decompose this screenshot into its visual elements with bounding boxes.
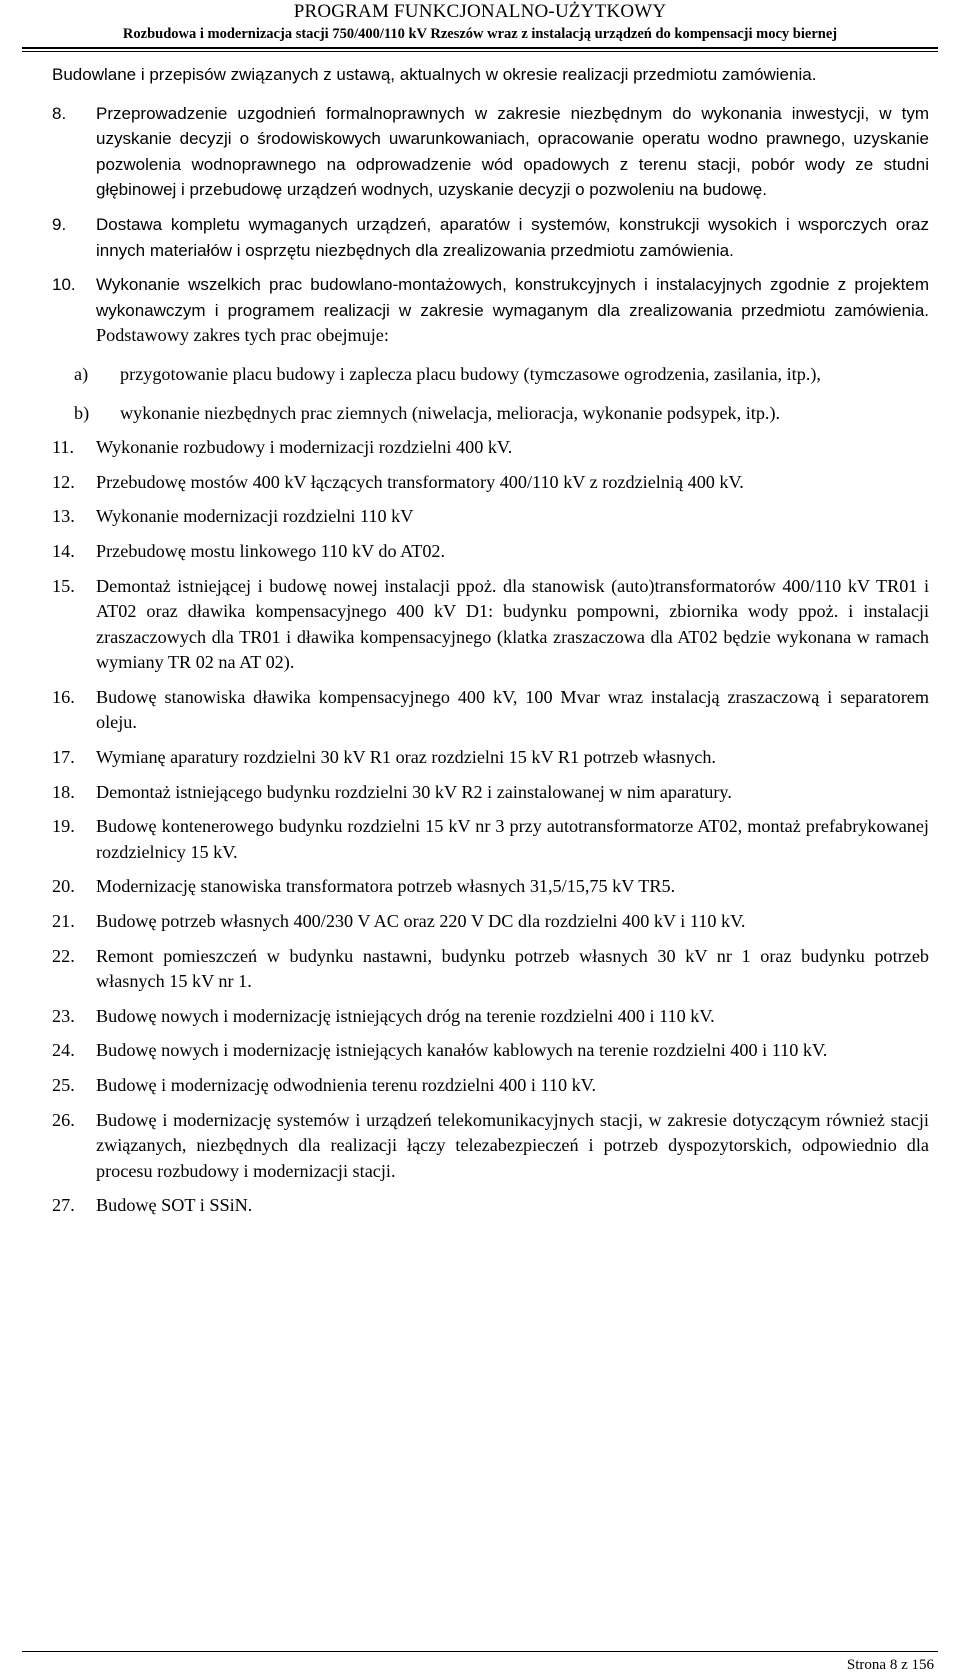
list-item-text: Budowę stanowiska dławika kompensacyjnego 400 kV, 100 Mvar wraz instalacją zraszaczową i separatorem oleju. [96,686,929,733]
list-item-text: Dostawa kompletu wymaganych urządzeń, aparatów i systemów, konstrukcji wysokich i wsporczych oraz innych materiałów i osprzętu niezbędnych dla zrealizowania przedmiotu zamówienia. [96,214,929,260]
list-item [52,1193,929,1219]
list-item [52,504,929,530]
list-item-number: 21. [52,911,75,932]
list-item [52,1004,929,1030]
header-title: PROGRAM FUNKCJONALNO-UŻYTKOWY [293,1,667,22]
list-item-number: 9. [52,214,67,234]
list-item-number: 16. [52,686,75,707]
header-rule-thin [22,51,938,52]
list-item-number: 22. [52,945,75,966]
list-item-text: Budowę kontenerowego budynku rozdzielni 15 kV nr 3 przy autotransformatorze AT02, montaż prefabrykowanej rozdzielnicy 15 kV. [96,816,929,862]
numbered-list [52,435,929,1219]
list-item-text: Remont pomieszczeń w budynku nastawni, budynku potrzeb własnych 30 kV nr 1 oraz budynku potrzeb własnych 15 kV nr 1. [96,945,929,992]
header-subtitle: Rozbudowa i modernizacja stacji 750/400/110 kV Rzeszów wraz z instalacją urządzeń do kompensacji mocy biernej [122,26,838,42]
list-item [52,539,929,565]
intro-paragraph: Budowlane i przepisów związanych z ustawą, aktualnych w okresie realizacji przedmiotu zamówienia. [52,65,817,84]
list-item-text: Budowę potrzeb własnych 400/230 V AC oraz 220 V DC dla rozdzielni 400 kV i 110 kV. [96,911,746,932]
list-item-text: Budowę i modernizację odwodnienia terenu rozdzielni 400 i 110 kV. [96,1075,597,1095]
list-item-number: 10. [52,275,76,295]
sub-list-item-letter: a) [74,363,89,384]
list-item-number: 19. [52,816,75,837]
list-item [52,874,929,900]
list-item-number: 15. [52,575,75,596]
page-header [10,0,950,44]
sans-section [52,62,929,349]
list-item [52,435,929,461]
list-item-number: 17. [52,747,75,768]
list-item-text: Modernizację stanowiska transformatora potrzeb własnych 31,5/15,75 kV TR5. [96,876,676,897]
document-body [52,62,929,1219]
list-item [52,685,929,736]
list-item [52,1108,929,1185]
sub-list-item-text: przygotowanie placu budowy i zaplecza placu budowy (tymczasowe ogrodzenia, zasilania, itp.), [120,363,821,384]
list-item [52,780,929,806]
list-item-text-part2: Podstawowy zakres tych prac obejmuje: [96,325,389,346]
list-item-text: Wykonanie rozbudowy i modernizacji rozdzielni 400 kV. [96,437,513,458]
list-item-text: Przebudowę mostów 400 kV łączących transformatory 400/110 kV z rozdzielnią 400 kV. [96,471,744,492]
list-item-number: 8. [52,103,67,123]
list-item-number: 11. [52,437,75,458]
list-item-text: Budowę SOT i SSiN. [96,1195,253,1216]
sub-list-item-letter: b) [74,402,90,423]
footer-rule [22,1651,938,1652]
list-item-text: Przebudowę mostu linkowego 110 kV do AT02. [96,540,446,561]
list-item [52,814,929,865]
list-item-number: 27. [52,1195,75,1216]
list-item [52,944,929,995]
list-item [52,909,929,935]
page-number: Strona 8 z 156 [846,1657,934,1673]
list-item-text-part1: Wykonanie wszelkich prac budowlano-montażowych, konstrukcyjnych i instalacyjnych zgodnie z projektem wykonawczym i programem realizacji w zakresie wymaganym dla zrealizowania przedmiotu zamówienia. [96,275,929,320]
list-item-text: Budowę nowych i modernizację istniejących dróg na terenie rozdzielni 400 i 110 kV. [96,1005,715,1026]
list-item-number: 12. [52,471,75,492]
list-item-text: Wymianę aparatury rozdzielni 30 kV R1 oraz rozdzielni 15 kV R1 potrzeb własnych. [96,747,716,768]
list-item [52,101,929,203]
list-item [52,574,929,676]
list-item [52,1073,929,1099]
sub-list-item [74,362,929,388]
list-item-text: Wykonanie modernizacji rozdzielni 110 kV [96,506,414,527]
header-rule [22,47,938,49]
list-item-number: 26. [52,1109,75,1130]
list-item-text [96,272,929,349]
list-item-number: 24. [52,1040,75,1061]
list-item-number: 25. [52,1075,75,1095]
list-item [52,1038,929,1064]
list-item-text: Budowę nowych i modernizację istniejących kanałów kablowych na terenie rozdzielni 400 i 110 kV. [96,1040,828,1061]
list-item-number: 13. [52,506,75,527]
list-item-text: Demontaż istniejącego budynku rozdzielni 30 kV R2 i zainstalowanej w nim aparatury. [96,781,732,802]
list-item [52,272,929,349]
list-item-number: 20. [52,876,75,897]
list-item-number: 18. [52,781,75,802]
sub-list-item [74,401,929,427]
list-item-text: Demontaż istniejącej i budowę nowej instalacji ppoż. dla stanowisk (auto)transformatorów 400/110 kV TR01 i AT02 oraz dławika kompensacyjnego 400 kV D1: budynku pompowni, zbiornika wody ppoż. i instalacji zraszaczowych dla TR01 i dławika kompensacyjnego (klatka zraszaczowa dla AT02 będzie wykonana w ramach wymiany TR 02 na AT 02). [96,575,929,673]
list-item-text: Przeprowadzenie uzgodnień formalnoprawnych w zakresie niezbędnym do wykonania inwestycji, w tym uzyskanie decyzji o środowiskowych uwarunkowaniach, opracowanie operatu wodno prawnego, uzyskanie pozwolenia wodnoprawnego na odprowadzenie wód opadowych z terenu stacji, pobór wody ze studni głębinowej i przebudowę urządzeń wodnych, uzyskanie decyzji o pozwoleniu na budowę. [96,103,929,200]
list-item-number: 23. [52,1005,75,1026]
list-item-text: Budowę i modernizację systemów i urządzeń telekomunikacyjnych stacji, w zakresie dotyczącym również stacji związanych, niezbędnych dla realizacji łączy telezabezpieczeń i potrzeb dyspozytorskich, odpowiednio dla procesu rozbudowy i modernizacji stacji. [96,1109,929,1181]
list-item [52,212,929,263]
list-item [52,470,929,496]
sub-list-item-text: wykonanie niezbędnych prac ziemnych (niwelacja, melioracja, wykonanie podsypek, itp.). [120,402,781,423]
list-item [52,745,929,771]
list-item-number: 14. [52,540,75,561]
